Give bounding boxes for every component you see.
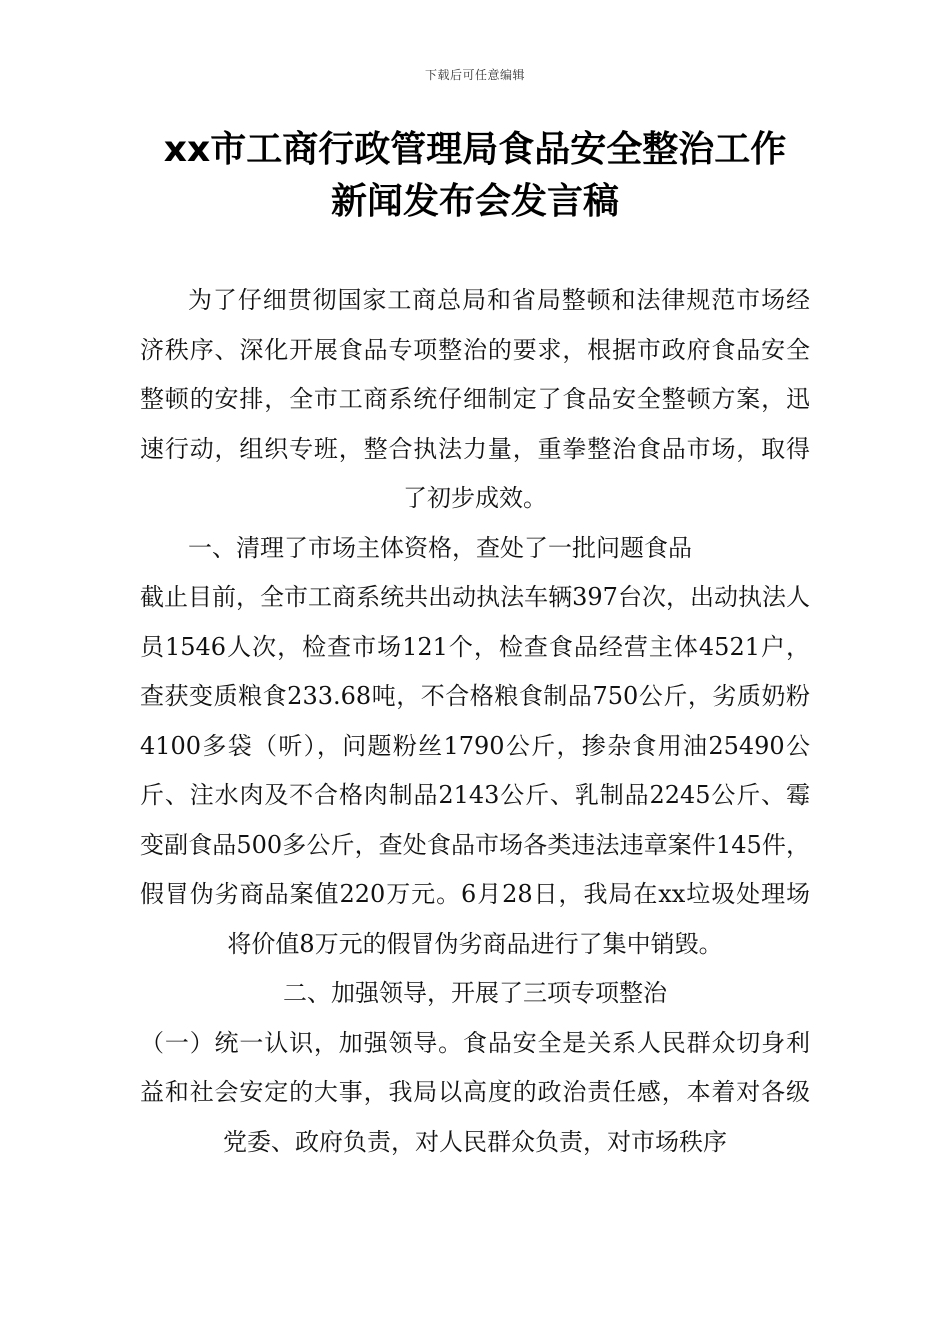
section-1-heading: 一、清理了市场主体资格，查处了一批问题食品 bbox=[188, 533, 692, 562]
section-2-heading: 二、加强领导，开展了三项专项整治 bbox=[283, 979, 667, 1007]
section-1-paragraph: 截止目前，全市工商系统共出动执法车辆397台次，出动执法人员1546人次，检查市场121个，检查食品经营主体4521户，查获变质粮食233.68吨，不合格粮食制品750公斤，劣质奶粉4100多袋（听），问题粉丝1790公斤，掺杂食用油25490公斤、注水肉及不合格肉制品2143公斤、乳制品2245公斤、霉变副食品500多公斤，查处食品市场各类违法违章案件145件，假冒伪劣商品案值220万元。6月28日，我局在xx垃圾处理场将价值8万元的假冒伪劣商品进行了集中销毁。 bbox=[140, 583, 810, 958]
header-note: 下载后可任意编辑 bbox=[424, 68, 525, 82]
title-line-2: 新闻发布会发言稿 bbox=[330, 181, 619, 222]
document-body bbox=[140, 276, 810, 1167]
title-line-1: xx市工商行政管理局食品安全整治工作 bbox=[163, 129, 787, 170]
document-title bbox=[100, 124, 850, 228]
section-2-paragraph: （一）统一认识，加强领导。食品安全是关系人民群众切身利益和社会安定的大事，我局以高度的政治责任感，本着对各级党委、政府负责，对人民群众负责，对市场秩序 bbox=[140, 1028, 810, 1156]
intro-paragraph: 为了仔细贯彻国家工商总局和省局整顿和法律规范市场经济秩序、深化开展食品专项整治的要求，根据市政府食品安全整顿的安排，全市工商系统仔细制定了食品安全整顿方案，迅速行动，组织专班，整合执法力量，重拳整治食品市场，取得了初步成效。 bbox=[140, 286, 810, 512]
